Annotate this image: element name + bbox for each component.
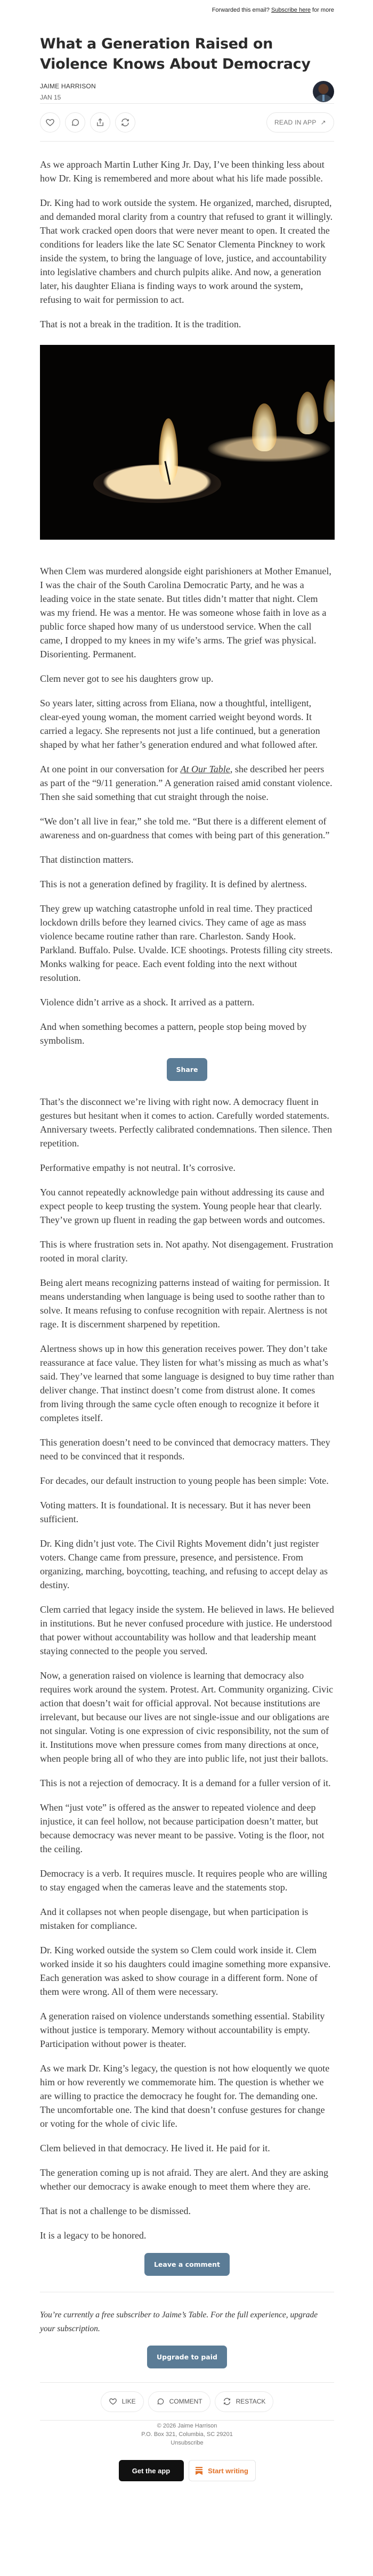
paragraph: That’s the disconnect we’re living with right now. A democracy fluent in gestures but hesitant when it comes to action. Carefully worded statements. Anniversary tweets. Perfectly calibrated condemnations. Then silence. Then repetition. xyxy=(40,1096,333,1149)
app-buttons xyxy=(40,2460,334,2481)
paragraph: Dr. King worked outside the system so Clem could work inside it. Clem worked inside it so his daughters could imagine something more expansive. Each generation was asked to show courage in a different form. None of them were wrong. All of them were necessary. xyxy=(40,1945,331,1997)
author-name[interactable]: JAIME HARRISON xyxy=(40,82,96,90)
paragraph: This is where frustration sets in. Not apathy. Not disengagement. Frustration rooted in moral clarity. xyxy=(40,1239,334,1264)
paragraph: This is not a generation defined by fragility. It is defined by alertness. xyxy=(40,879,307,889)
forwarded-suffix: for more xyxy=(310,7,334,13)
forwarded-notice xyxy=(40,0,334,20)
post-toolbar xyxy=(40,104,334,141)
paragraph xyxy=(40,762,334,804)
paragraph: That is not a challenge to be dismissed. xyxy=(40,2206,191,2216)
paragraph: So years later, sitting across from Eliana, now a thoughtful, intelligent, clear-eyed young woman, the moment carried weight beyond words. It carried a legacy. She represents not just a life continued, but a generation shaped by what her father’s generation endured and what followed after. xyxy=(40,698,320,750)
paragraph: And it collapses not when people disengage, but when participation is mistaken for compliance. xyxy=(40,1906,309,1931)
comment-pill[interactable] xyxy=(148,2391,210,2412)
read-in-app-button[interactable] xyxy=(266,112,334,133)
copyright: © 2026 Jaime Harrison xyxy=(157,2423,217,2429)
forwarded-text: Forwarded this email? xyxy=(212,7,271,13)
start-writing-label: Start writing xyxy=(208,2466,248,2475)
paragraph: When Clem was murdered alongside eight parishioners at Mother Emanuel, I was the chair of the South Carolina Democratic Party, and he was a leading voice in the state senate. But titles didn’t matter that night. Clem was my friend. He was a mentor. He was someone whose faith in love as a public force shaped how many of us understood service. When the call came, I dropped to my knees in my wife’s arms. The grief was physical. Disorienting. Permanent. xyxy=(40,566,331,659)
comment-icon xyxy=(156,2397,165,2406)
comment-button[interactable] xyxy=(65,112,85,133)
paragraph: When “just vote” is offered as the answer to repeated violence and deep injustice, it can feel hollow, not because participation doesn’t matter, but because democracy was never meant to be passive. Voting is the floor, not the ceiling. xyxy=(40,1802,325,1854)
comment-label: COMMENT xyxy=(169,2398,202,2405)
paragraph-text: At one point in our conversation for xyxy=(40,764,181,774)
like-pill[interactable] xyxy=(101,2391,144,2412)
paragraph: The generation coming up is not afraid. They are alert. And they are asking whether our democracy is awake enough to meet them where they are. xyxy=(40,2167,328,2192)
paragraph: You cannot repeatedly acknowledge pain without addressing its cause and expect people to keep trusting the system. Young people hear that clearly. They’ve grown up fluent in reading the gap between words and outcomes. xyxy=(40,1187,325,1225)
paragraph: And when something becomes a pattern, people stop being moved by symbolism. xyxy=(40,1021,307,1046)
subscription-note: You’re currently a free subscriber to Jaime’s Table. For the full experience, upgrade your subscription. xyxy=(40,2310,318,2333)
upgrade-button[interactable]: Upgrade to paid xyxy=(147,2346,227,2368)
paragraph: That is not a break in the tradition. It is the tradition. xyxy=(40,319,241,329)
post-actions xyxy=(40,2383,334,2420)
leave-comment-button[interactable]: Leave a comment xyxy=(144,2253,230,2276)
paragraph: Violence didn’t arrive as a shock. It arrived as a pattern. xyxy=(40,997,255,1008)
paragraph: Alertness shows up in how this generation receives power. They don’t take reassurance at face value. They listen for what’s missing as much as what’s said. They’ve learned that some language is designed to buy time rather than deliver change. That instinct doesn’t come from distrust alone. It comes from living through the same cycle often enough to recognize it before it completes itself. xyxy=(40,1343,334,1423)
post-title[interactable]: What a Generation Raised on Violence Knows About Democracy xyxy=(40,36,311,72)
candles-image xyxy=(40,345,335,540)
paragraph-text: , she described her peers as part of the “9/11 generation.” A generation raised amid constant violence. Then she said something that cut straight through the noise. xyxy=(40,764,333,802)
read-in-app-label: READ IN APP xyxy=(274,119,317,126)
restack-button[interactable] xyxy=(115,112,135,133)
paragraph: Clem believed in that democracy. He lived it. He paid for it. xyxy=(40,2143,270,2153)
post-date: JAN 15 xyxy=(40,93,61,101)
paragraph: Performative empathy is not neutral. It’s corrosive. xyxy=(40,1162,236,1173)
like-label: LIKE xyxy=(121,2398,136,2405)
paragraph: It is a legacy to be honored. xyxy=(40,2230,147,2241)
paragraph: “We don’t all live in fear,” she told me. “But there is a different element of awareness and on-guardness that comes with being part of this generation.” xyxy=(40,816,330,840)
unsubscribe-link[interactable]: Unsubscribe xyxy=(171,2440,204,2446)
paragraph: Being alert means recognizing patterns instead of waiting for permission. It means understanding when language is being used to soothe rather than to solve. It means refusing to confuse recognition with repair. Alertness is not rage. It is discernment sharpened by repetition. xyxy=(40,1277,330,1330)
article-body xyxy=(40,142,334,2276)
heart-icon xyxy=(109,2397,117,2406)
avatar[interactable] xyxy=(313,81,334,102)
paragraph: They grew up watching catastrophe unfold in real time. They practiced lockdown drills before they learned civics. They came of age as mass violence became routine rather than rare. Charleston. Sandy Hook. Parkland. Buffalo. Pulse. Uvalde. ICE shootings. Protests filling city streets. Monks walking for peace. Each event folding into the next without resolution. xyxy=(40,903,333,983)
share-icon xyxy=(95,118,105,127)
subscribe-link[interactable]: Subscribe here xyxy=(271,7,311,13)
paragraph: This generation doesn’t need to be convinced that democracy matters. They need to be convinced that it responds. xyxy=(40,1437,330,1462)
restack-icon xyxy=(120,118,130,127)
comment-icon xyxy=(70,118,80,127)
paragraph: As we approach Martin Luther King Jr. Day, I’ve been thinking less about how Dr. King is remembered and more about what his life made possible. xyxy=(40,159,325,184)
paragraph: Democracy is a verb. It requires muscle. It requires people who are willing to stay engaged when the cameras leave and the statements stop. xyxy=(40,1868,327,1893)
heart-icon xyxy=(45,118,55,127)
share-button[interactable]: Share xyxy=(167,1058,208,1081)
paragraph: A generation raised on violence understands something essential. Stability without justice is temporary. Memory without accountability is empty. Participation without power is theater. xyxy=(40,2011,325,2049)
start-writing-button[interactable] xyxy=(189,2460,256,2481)
paragraph: For decades, our default instruction to young people has been simple: Vote. xyxy=(40,1475,329,1486)
paragraph: Clem never got to see his daughters grow up. xyxy=(40,673,214,684)
restack-label: RESTACK xyxy=(236,2398,266,2405)
email-container xyxy=(39,0,334,2481)
paragraph: Clem carried that legacy inside the system. He believed in laws. He believed in institutions. But he never confused procedure with justice. He understood that power without accountability was hollow and that leadership meant staying connected to the people you served. xyxy=(40,1604,334,1656)
like-button[interactable] xyxy=(40,112,60,133)
footer xyxy=(40,2421,334,2447)
paragraph: Dr. King had to work outside the system. He organized, marched, disrupted, and demanded moral clarity from a country that refused to grant it willingly. That work cracked open doors that were never meant to open. It created the conditions for leaders like the late SC Senator Clementa Pinckney to work inside the system, to bring the language of love, justice, and accountability into legislative chambers and church pulpits alike. And now, a generation later, his daughter Eliana is finding ways to work around the system, refusing to wait for permission to act. xyxy=(40,197,333,305)
bookmark-icon xyxy=(196,2467,202,2475)
get-app-button[interactable]: Get the app xyxy=(119,2460,184,2481)
byline xyxy=(40,80,334,103)
button-row xyxy=(40,2253,334,2276)
restack-pill[interactable] xyxy=(215,2391,274,2412)
paragraph: This is not a rejection of democracy. It is a demand for a fuller version of it. xyxy=(40,1778,331,1788)
restack-icon xyxy=(223,2397,231,2406)
paragraph: As we mark Dr. King’s legacy, the question is not how eloquently we quote him or how reverently we commemorate him. The question is whether we are willing to practice the democracy he fought for. The demanding one. The uncomfortable one. The kind that doesn’t confuse gestures for change or voting for the whole of civic life. xyxy=(40,2063,330,2129)
arrow-up-right-icon: ↗ xyxy=(320,119,326,126)
at-our-table-link[interactable]: At Our Table xyxy=(180,764,230,774)
address: P.O. Box 321, Columbia, SC 29201 xyxy=(141,2431,233,2438)
paragraph: That distinction matters. xyxy=(40,854,134,865)
paragraph: Voting matters. It is foundational. It is necessary. But it has never been sufficient. xyxy=(40,1500,311,1524)
share-icon-button[interactable] xyxy=(90,112,110,133)
button-row xyxy=(40,1058,334,1081)
paragraph: Now, a generation raised on violence is learning that democracy also requires work around the system. Protest. Art. Community organizing. Civic action that doesn’t wait for official approval. Not because institutions are irrelevant, but because our lives are not single-issue and our obligations are not singular. Voting is one expression of civic responsibility, not the sum of it. Institutions move when pressure comes from many directions at once, when people bring all of who they are into public life, not just their ballots. xyxy=(40,1670,334,1764)
paragraph: Dr. King didn’t just vote. The Civil Rights Movement didn’t just register voters. Change came from pressure, presence, and persistence. From organizing, marching, boycotting, teaching, and refusing to accept delay as destiny. xyxy=(40,1538,328,1590)
